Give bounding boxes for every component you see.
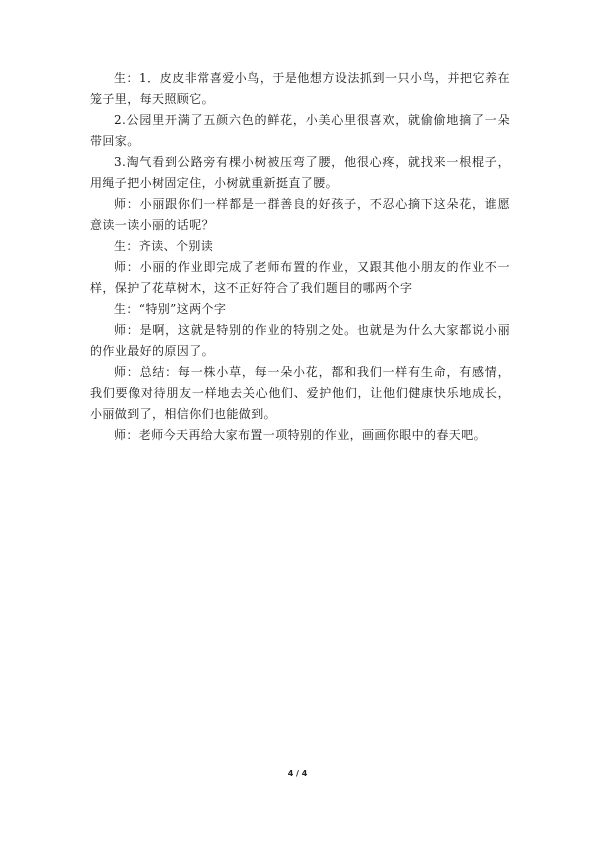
paragraph-10: 师：老师今天再给大家布置一项特别的作业，画画你眼中的春天吧。 [114,428,487,442]
paragraph-6: 师：小丽的作业即完成了老师布置的作业，又跟其他小朋友的作业不一样，保护了花草树木，这不正好符合了我们题目的哪两个字 [90,260,510,295]
paragraph-3: 3.淘气看到公路旁有棵小树被压弯了腰，他很心疼，就找来一根棍子，用绳子把小树固定住，小树就重新挺直了腰。 [90,155,510,190]
paragraph-8: 师：是啊，这就是特别的作业的特别之处。也就是为什么大家都说小丽的作业最好的原因了。 [90,323,510,358]
page-number: 4 / 4 [287,769,308,778]
paragraph-9: 师：总结：每一株小草，每一朵小花，都和我们一样有生命，有感情，我们要像对待朋友一样地去关心他们、爱护他们，让他们健康快乐地成长，小丽做到了，相信你们也能做到。 [90,365,510,421]
paragraph-4: 师：小丽跟你们一样都是一群善良的好孩子，不忍心摘下这朵花，谁愿意读一读小丽的话呢？ [90,197,510,232]
paragraph-7: 生：“特别”这两个字 [114,302,227,316]
paragraph-1: 生：1．皮皮非常喜爱小鸟，于是他想方设法抓到一只小鸟，并把它养在笼子里，每天照顾它。 [90,71,510,106]
document-body [90,68,510,446]
paragraph-5: 生：齐读、个别读 [114,239,214,253]
paragraph-2: 2.公园里开满了五颜六色的鲜花，小美心里很喜欢，就偷偷地摘了一朵带回家。 [90,113,510,148]
